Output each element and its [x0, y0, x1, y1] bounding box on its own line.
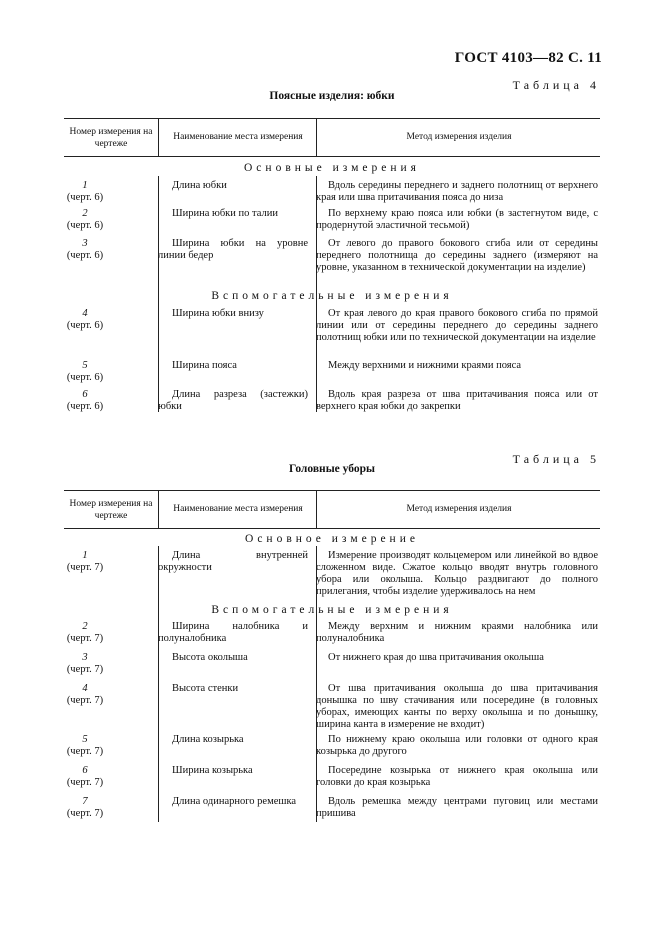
- table-4-top-rule: [64, 118, 600, 119]
- table-4-row-5-name: Ширина пояса: [172, 360, 237, 371]
- table-4-row-6-name: Длина разреза (застежки) юбки: [158, 389, 308, 412]
- table-5-row-1-name: Длина внутренней окружности: [158, 550, 308, 573]
- table-5-title: Головные уборы: [289, 463, 375, 475]
- table-4-row-3-name: Ширина юбки на уровне линии бедер: [158, 238, 308, 261]
- table-5-row-7-method: Вдоль ремешка между центрами пуговиц или местами пришива: [316, 796, 598, 819]
- table-4-col-method: Метод измерения изделия: [406, 132, 512, 142]
- table-5-row-7-number: 7 (черт. 7): [66, 796, 104, 819]
- page-header: ГОСТ 4103—82 С. 11: [454, 50, 602, 66]
- table-5-row-3-number: 3 (черт. 7): [66, 652, 104, 675]
- table-4-row-6-method: Вдоль края разреза от шва притачивания пояса или от верхнего края юбки до закрепки: [316, 389, 598, 412]
- table-5-row-3-name: Высота околыша: [172, 652, 248, 663]
- table-5-row-4-method: От шва притачивания околыша до шва притачивания донышка по шву стачивания или посередине (в головных уборах, имеющих канты по верху околыша и по донышку, ширина канта в измерение не входит): [316, 683, 598, 730]
- table-5-row-2-number: 2 (черт. 7): [66, 621, 104, 644]
- table-4-col-divider: [158, 118, 159, 156]
- table-4-label: Таблица 4: [512, 78, 600, 92]
- table-4-row-3-method: От левого до правого бокового сгиба или от середины переднего полотнища до середины заднего (измеряют на уровне, указанном в технической документации на изделие): [316, 238, 598, 273]
- table-4-title: Поясные изделия: юбки: [269, 90, 395, 102]
- table-5-row-2-method: Между верхним и нижним краями налобника или полуналобника: [316, 621, 598, 644]
- table-5-row-5-method: По нижнему краю околыша или головки от одного края козырька до другого: [316, 734, 598, 757]
- table-4-row-2-method: По верхнему краю пояса или юбки (в застегнутом виде, с продернутой эластичной тесьмой): [316, 208, 598, 231]
- table-4-row-2-name: Ширина юбки по талии: [172, 208, 278, 219]
- table-5-row-1-number: 1 (черт. 7): [66, 550, 104, 573]
- table-4-row-5-number: 5 (черт. 6): [66, 360, 104, 383]
- table-4-col-number: Номер измерения на чертеже: [69, 127, 153, 149]
- table-4-row-4-name: Ширина юбки внизу: [172, 308, 264, 319]
- table-4-header-rule: [64, 156, 600, 157]
- table-5-row-6-name: Ширина козырька: [172, 765, 253, 776]
- table-5-header-rule: [64, 528, 600, 529]
- table-4-section-main: Основные измерения: [244, 162, 420, 174]
- table-4-row-3-number: 3 (черт. 6): [66, 238, 104, 261]
- table-4-col-name: Наименование места измерения: [173, 132, 303, 142]
- table-5-row-4-name: Высота стенки: [172, 683, 239, 694]
- table-5-row-6-number: 6 (черт. 7): [66, 765, 104, 788]
- table-5-section-aux: Вспомогательные измерения: [211, 604, 453, 616]
- table-4-row-4-method: От края левого до края правого бокового сгиба по прямой линии или от середины переднего до середины заднего полотнищ юбки или по технической документации на изделие: [316, 308, 598, 343]
- table-5-col-divider: [158, 490, 159, 528]
- table-5-col-divider: [316, 490, 317, 528]
- table-5-row-7-name: Длина одинарного ремешка: [172, 796, 297, 807]
- table-5-col-method: Метод измерения изделия: [406, 504, 512, 514]
- table-4-row-1-number: 1 (черт. 6): [66, 180, 104, 203]
- table-4-section-aux: Вспомогательные измерения: [211, 290, 453, 302]
- table-4-col-divider: [316, 118, 317, 156]
- table-5-row-3-method: От нижнего края до шва притачивания околыша: [328, 652, 544, 663]
- table-5-top-rule: [64, 490, 600, 491]
- table-4-row-6-number: 6 (черт. 6): [66, 389, 104, 412]
- table-5-row-2-name: Ширина налобника и полуналобника: [158, 621, 308, 644]
- table-4-row-2-number: 2 (черт. 6): [66, 208, 104, 231]
- table-4-row-4-number: 4 (черт. 6): [66, 308, 104, 331]
- table-5-section-main: Основное измерение: [245, 533, 419, 545]
- table-5-row-5-name: Длина козырька: [172, 734, 244, 745]
- table-5-col-name: Наименование места измерения: [173, 504, 303, 514]
- table-5-row-4-number: 4 (черт. 7): [66, 683, 104, 706]
- table-5-row-5-number: 5 (черт. 7): [66, 734, 104, 757]
- table-5-col-number: Номер измерения на чертеже: [69, 499, 153, 521]
- table-4-row-1-method: Вдоль середины переднего и заднего полотнищ от верхнего края или шва притачивания пояса до низа: [316, 180, 598, 203]
- table-5-label: Таблица 5: [512, 452, 600, 466]
- table-5-row-6-method: Посередине козырька от нижнего края околыша или головки до края козырька: [316, 765, 598, 788]
- table-5-row-1-method: Измерение производят кольцемером или линейкой во вдвое сложенном виде. Сжатое кольцо вводят внутрь головного убора или околыша. Кольцо раздвигают до полного прилегания, чтобы изделие удерживалось на нем: [316, 550, 598, 597]
- table-4-row-1-name: Длина юбки: [172, 180, 227, 191]
- table-4-row-5-method: Между верхними и нижними краями пояса: [328, 360, 522, 371]
